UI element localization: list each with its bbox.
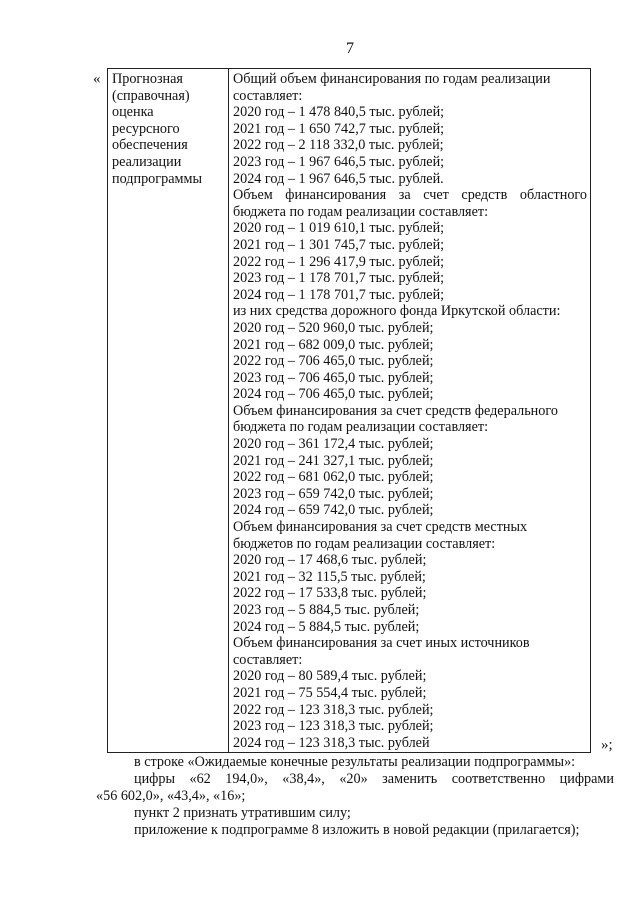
value-line: Объем финансирования за счет средств федерального <box>233 402 558 419</box>
value-line: 2020 год – 361 172,4 тыс. рублей; <box>233 436 434 453</box>
amendment-text <box>96 754 614 839</box>
value-line: 2024 год – 5 884,5 тыс. рублей; <box>233 618 420 635</box>
opening-quote: « <box>93 71 101 87</box>
value-line: 2023 год – 5 884,5 тыс. рублей; <box>233 602 420 618</box>
label-line: оценка <box>112 104 154 121</box>
value-line: 2022 год – 706 465,0 тыс. рублей; <box>233 353 434 370</box>
paragraph: «56 602,0», «43,4», «16»; <box>96 788 246 804</box>
value-line: бюджетов по годам реализации составляет: <box>233 535 496 552</box>
value-line: 2020 год – 1 019 610,1 тыс. рублей; <box>233 220 445 237</box>
value-line: 2021 год – 682 009,0 тыс. рублей; <box>233 336 434 353</box>
label-line: реализации <box>112 153 182 170</box>
value-line: 2021 год – 1 301 745,7 тыс. рублей; <box>233 236 445 253</box>
value-line: 2023 год – 659 742,0 тыс. рублей; <box>233 485 434 502</box>
value-line: 2021 год – 32 115,5 тыс. рублей; <box>233 568 426 585</box>
value-line: 2020 год – 80 589,4 тыс. рублей; <box>233 668 427 685</box>
value-line: 2022 год – 1 296 417,9 тыс. рублей; <box>233 253 445 270</box>
label-line: (справочная) <box>112 87 190 104</box>
value-line: Объем финансирования за счет средств местных <box>233 519 528 536</box>
value-line: 2024 год – 1 178 701,7 тыс. рублей; <box>233 286 445 303</box>
value-line: Общий объем финансирования по годам реализации <box>233 71 551 87</box>
label-line: обеспечения <box>112 137 188 154</box>
value-line: Объем финансирования за счет средств областного <box>233 187 587 204</box>
paragraph: в строке «Ожидаемые конечные результаты реализации подпрограммы»: <box>134 754 576 770</box>
paragraph: цифры «62 194,0», «38,4», «20» заменить соответственно цифрами <box>134 771 614 787</box>
value-line: 2021 год – 1 650 742,7 тыс. рублей; <box>233 120 445 137</box>
label-line: Прогнозная <box>112 71 183 87</box>
value-line: 2023 год – 123 318,3 тыс. рублей; <box>233 718 434 735</box>
value-line: 2022 год – 681 062,0 тыс. рублей; <box>233 469 434 486</box>
label-line: ресурсного <box>112 120 180 137</box>
page-number: 7 <box>346 40 354 57</box>
label-line: подпрограммы <box>112 170 202 187</box>
value-line: 2023 год – 706 465,0 тыс. рублей; <box>233 369 434 386</box>
value-line: 2024 год – 1 967 646,5 тыс. рублей. <box>233 170 444 187</box>
value-line: 2021 год – 75 554,4 тыс. рублей; <box>233 684 427 701</box>
value-line: 2020 год – 520 960,0 тыс. рублей; <box>233 319 434 336</box>
value-line: 2022 год – 17 533,8 тыс. рублей; <box>233 585 427 602</box>
paragraph: пункт 2 признать утратившим силу; <box>134 805 351 821</box>
value-line: 2024 год – 659 742,0 тыс. рублей; <box>233 502 434 519</box>
value-line: бюджета по годам реализации составляет: <box>233 419 489 436</box>
value-line: составляет: <box>233 87 303 104</box>
value-line: 2020 год – 17 468,6 тыс. рублей; <box>233 552 427 569</box>
value-line: 2022 год – 2 118 332,0 тыс. рублей; <box>233 137 444 154</box>
value-line: 2023 год – 1 967 646,5 тыс. рублей; <box>233 153 445 170</box>
value-line: бюджета по годам реализации составляет: <box>233 203 489 220</box>
value-line: 2024 год – 706 465,0 тыс. рублей; <box>233 386 434 403</box>
value-line: 2022 год – 123 318,3 тыс. рублей; <box>233 701 434 718</box>
value-line: составляет: <box>233 651 303 668</box>
value-line: 2021 год – 241 327,1 тыс. рублей; <box>233 452 434 469</box>
value-line: 2023 год – 1 178 701,7 тыс. рублей; <box>233 270 445 287</box>
paragraph: приложение к подпрограмме 8 изложить в новой редакции (прилагается); <box>134 822 580 838</box>
value-line: Объем финансирования за счет иных источников <box>233 635 530 652</box>
label-cell <box>108 69 229 753</box>
value-line: из них средства дорожного фонда Иркутской области: <box>233 303 561 320</box>
value-line: 2020 год – 1 478 840,5 тыс. рублей; <box>233 104 445 121</box>
resource-estimate-table <box>107 68 591 753</box>
value-cell <box>229 69 591 753</box>
table-row <box>108 69 591 753</box>
closing-quote: »; <box>601 737 613 753</box>
value-line: 2024 год – 123 318,3 тыс. рублей <box>233 734 430 751</box>
